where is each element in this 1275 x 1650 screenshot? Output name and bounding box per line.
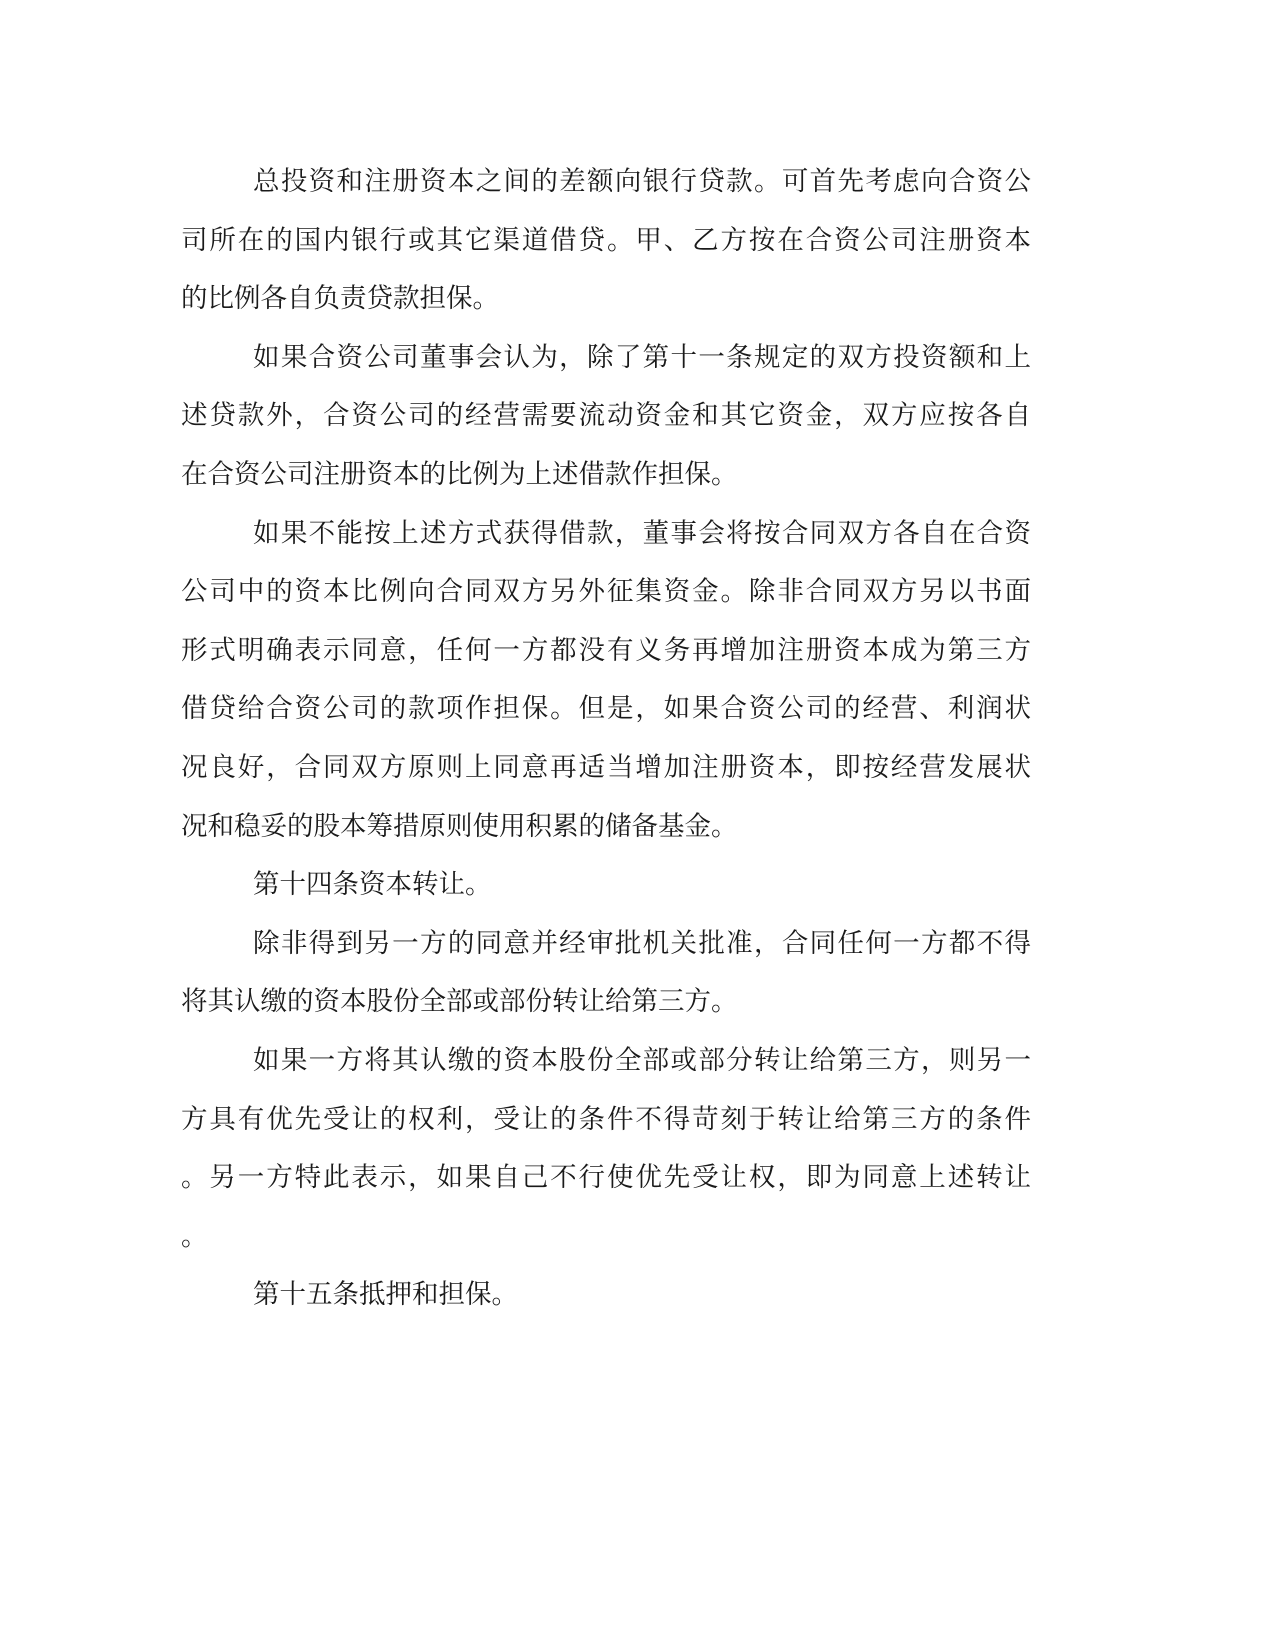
section-heading: 第十五条抵押和担保。 <box>253 1279 518 1310</box>
text-line: 除非得到另一方的同意并经审批机关批准，合同任何一方都不得 <box>253 928 1031 959</box>
text-line: 如果一方将其认缴的资本股份全部或部分转让给第三方，则另一 <box>253 1045 1031 1076</box>
text-line: 。另一方特此表示，如果自己不行使优先受让权，即为同意上述转让 <box>181 1162 1031 1193</box>
text-line: 司所在的国内银行或其它渠道借贷。甲、乙方按在合资公司注册资本 <box>181 225 1031 256</box>
text-line: 在合资公司注册资本的比例为上述借款作担保。 <box>181 459 738 490</box>
text-line: 如果合资公司董事会认为，除了第十一条规定的双方投资额和上 <box>253 342 1031 373</box>
text-line: 况和稳妥的股本筹措原则使用积累的储备基金。 <box>181 811 738 842</box>
text-line: 总投资和注册资本之间的差额向银行贷款。可首先考虑向合资公 <box>253 166 1031 197</box>
text-line: 借贷给合资公司的款项作担保。但是，如果合资公司的经营、利润状 <box>181 693 1031 724</box>
text-line: 方具有优先受让的权利，受让的条件不得苛刻于转让给第三方的条件 <box>181 1104 1031 1135</box>
text-line: 的比例各自负责贷款担保。 <box>181 283 499 314</box>
text-line: 将其认缴的资本股份全部或部份转让给第三方。 <box>181 986 738 1017</box>
text-line: 述贷款外，合资公司的经营需要流动资金和其它资金，双方应按各自 <box>181 400 1031 431</box>
text-line: 公司中的资本比例向合同双方另外征集资金。除非合同双方另以书面 <box>181 576 1031 607</box>
section-heading: 第十四条资本转让。 <box>253 869 492 900</box>
text-line: 。 <box>181 1221 208 1252</box>
text-line: 形式明确表示同意，任何一方都没有义务再增加注册资本成为第三方 <box>181 635 1031 666</box>
text-line: 况良好，合同双方原则上同意再适当增加注册资本，即按经营发展状 <box>181 752 1031 783</box>
text-line: 如果不能按上述方式获得借款，董事会将按合同双方各自在合资 <box>253 518 1031 549</box>
